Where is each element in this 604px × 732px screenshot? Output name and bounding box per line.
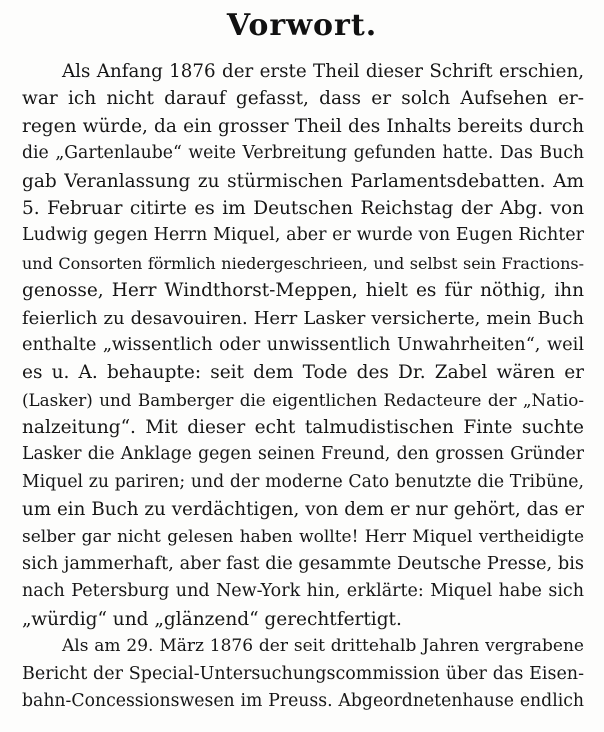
text-line: sich jammerhaft, aber fast die gesammte Deutsche Presse, bis [22,554,584,575]
text-line: Lasker die Anklage gegen seinen Freund, den grossen Gründer [22,444,584,465]
text-line: Bericht der Special-Untersuchungscommission über das Eisen- [22,663,584,684]
text-line: Miquel zu pariren; und der moderne Cato benutzte die Tribüne, [22,471,584,492]
text-line: (Lasker) und Bamberger die eigentlichen Redacteure der „Natio- [22,389,584,410]
text-line: bahn-Concessionswesen im Preuss. Abgeordnetenhause endlich [22,690,584,711]
text-line: gab Veranlassung zu stürmischen Parlamentsdebatten. Am [22,170,584,192]
text-line: selber gar nicht gelesen haben wollte! Herr Miquel vertheidigte [22,526,584,547]
text-line: um ein Buch zu verdächtigen, von dem er nur gehört, das er [22,499,584,521]
text-line: war ich nicht darauf gefasst, dass er solch Aufsehen er- [22,88,584,110]
text-line: regen würde, da ein grosser Theil des Inhalts bereits durch [22,115,584,137]
text-line: Als Anfang 1876 der erste Theil dieser Schrift erschien, [62,61,584,82]
text-line: 5. Februar citirte es im Deutschen Reichstag der Abg. von [22,197,584,219]
text-line: nach Petersburg und New-York hin, erklärte: Miquel habe sich [22,581,584,602]
text-line: genosse, Herr Windthorst-Meppen, hielt es für nöthig, ihn [22,280,584,302]
text-line: die „Gartenlaube“ weite Verbreitung gefunden hatte. Das Buch [22,143,584,164]
text-line: und Consorten förmlich niedergeschrieen, und selbst sein Fractions- [22,253,584,273]
text-line: Ludwig gegen Herrn Miquel, aber er wurde von Eugen Richter [22,225,584,246]
text-line: enthalte „wissentlich oder unwissentlich Unwahrheiten“, weil [22,334,584,355]
text-line: feierlich zu desavouiren. Herr Lasker versicherte, mein Buch [22,307,584,329]
text-line: es u. A. behaupte: seit dem Tode des Dr. Zabel wären er [22,362,584,384]
text-line: Als am 29. März 1876 der seit drittehalb Jahren vergrabene [62,636,584,657]
text-line: „würdig“ und „glänzend“ gerechtfertigt. [22,608,402,630]
body-text [22,58,584,715]
page-title: Vorwort. [226,8,378,43]
text-line: nalzeitung“. Mit dieser echt talmudistischen Finte suchte [22,417,584,439]
